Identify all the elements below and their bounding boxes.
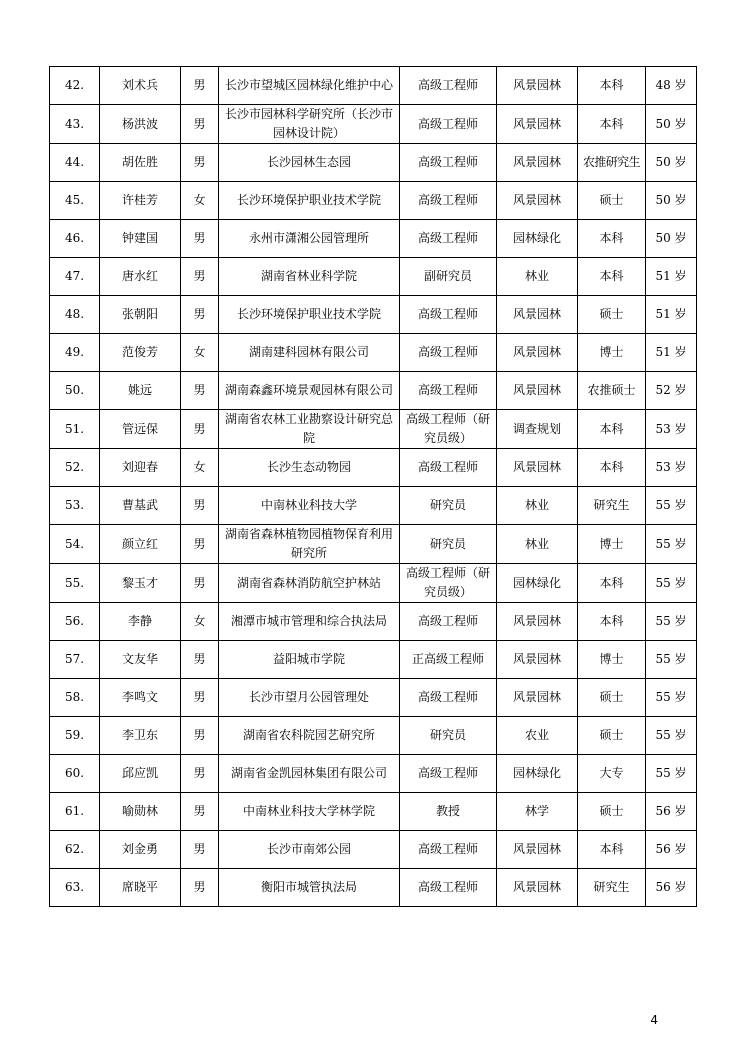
age-cell: 51 岁 bbox=[646, 258, 697, 296]
age-cell: 53 岁 bbox=[646, 449, 697, 487]
education-cell: 硕士 bbox=[578, 717, 646, 755]
row-number-cell: 56. bbox=[50, 603, 100, 641]
name-cell: 张朝阳 bbox=[100, 296, 181, 334]
name-cell: 许桂芳 bbox=[100, 182, 181, 220]
education-cell: 本科 bbox=[578, 831, 646, 869]
specialty-cell: 风景园林 bbox=[497, 296, 578, 334]
organization-cell: 长沙市园林科学研究所（长沙市园林设计院） bbox=[219, 105, 400, 144]
title-cell: 高级工程师 bbox=[400, 182, 497, 220]
age-cell: 56 岁 bbox=[646, 869, 697, 907]
title-cell: 高级工程师 bbox=[400, 869, 497, 907]
gender-cell: 男 bbox=[181, 831, 219, 869]
organization-cell: 长沙生态动物园 bbox=[219, 449, 400, 487]
title-cell: 高级工程师（研究员级） bbox=[400, 410, 497, 449]
name-cell: 李静 bbox=[100, 603, 181, 641]
education-cell: 本科 bbox=[578, 603, 646, 641]
roster-body bbox=[50, 67, 697, 907]
specialty-cell: 风景园林 bbox=[497, 67, 578, 105]
gender-cell: 男 bbox=[181, 717, 219, 755]
page-number: 4 bbox=[650, 1013, 658, 1027]
education-cell: 本科 bbox=[578, 105, 646, 144]
gender-cell: 男 bbox=[181, 296, 219, 334]
name-cell: 刘迎春 bbox=[100, 449, 181, 487]
specialty-cell: 林学 bbox=[497, 793, 578, 831]
name-cell: 钟建国 bbox=[100, 220, 181, 258]
organization-cell: 湖南省林业科学院 bbox=[219, 258, 400, 296]
row-number-cell: 47. bbox=[50, 258, 100, 296]
specialty-cell: 风景园林 bbox=[497, 144, 578, 182]
expert-roster-table bbox=[49, 66, 697, 907]
specialty-cell: 林业 bbox=[497, 525, 578, 564]
specialty-cell: 风景园林 bbox=[497, 831, 578, 869]
name-cell: 范俊芳 bbox=[100, 334, 181, 372]
table-row bbox=[50, 220, 697, 258]
organization-cell: 湖南森鑫环境景观园林有限公司 bbox=[219, 372, 400, 410]
age-cell: 55 岁 bbox=[646, 603, 697, 641]
organization-cell: 湖南省农林工业勘察设计研究总院 bbox=[219, 410, 400, 449]
education-cell: 本科 bbox=[578, 564, 646, 603]
education-cell: 硕士 bbox=[578, 793, 646, 831]
age-cell: 50 岁 bbox=[646, 105, 697, 144]
gender-cell: 男 bbox=[181, 144, 219, 182]
row-number-cell: 51. bbox=[50, 410, 100, 449]
specialty-cell: 风景园林 bbox=[497, 641, 578, 679]
row-number-cell: 45. bbox=[50, 182, 100, 220]
organization-cell: 长沙环境保护职业技术学院 bbox=[219, 182, 400, 220]
row-number-cell: 61. bbox=[50, 793, 100, 831]
row-number-cell: 63. bbox=[50, 869, 100, 907]
table-row bbox=[50, 258, 697, 296]
title-cell: 高级工程师 bbox=[400, 296, 497, 334]
title-cell: 高级工程师 bbox=[400, 144, 497, 182]
age-cell: 51 岁 bbox=[646, 334, 697, 372]
age-cell: 55 岁 bbox=[646, 525, 697, 564]
gender-cell: 男 bbox=[181, 641, 219, 679]
name-cell: 管远保 bbox=[100, 410, 181, 449]
gender-cell: 男 bbox=[181, 105, 219, 144]
age-cell: 53 岁 bbox=[646, 410, 697, 449]
education-cell: 研究生 bbox=[578, 487, 646, 525]
table-row bbox=[50, 793, 697, 831]
specialty-cell: 风景园林 bbox=[497, 372, 578, 410]
organization-cell: 湖南建科园林有限公司 bbox=[219, 334, 400, 372]
title-cell: 高级工程师（研究员级） bbox=[400, 564, 497, 603]
name-cell: 刘金勇 bbox=[100, 831, 181, 869]
specialty-cell: 风景园林 bbox=[497, 105, 578, 144]
age-cell: 51 岁 bbox=[646, 296, 697, 334]
name-cell: 邱应凯 bbox=[100, 755, 181, 793]
specialty-cell: 风景园林 bbox=[497, 449, 578, 487]
education-cell: 本科 bbox=[578, 258, 646, 296]
title-cell: 研究员 bbox=[400, 487, 497, 525]
table-row bbox=[50, 372, 697, 410]
specialty-cell: 林业 bbox=[497, 258, 578, 296]
education-cell: 硕士 bbox=[578, 296, 646, 334]
specialty-cell: 园林绿化 bbox=[497, 755, 578, 793]
age-cell: 50 岁 bbox=[646, 144, 697, 182]
table-row bbox=[50, 334, 697, 372]
table-row bbox=[50, 296, 697, 334]
education-cell: 研究生 bbox=[578, 869, 646, 907]
organization-cell: 中南林业科技大学 bbox=[219, 487, 400, 525]
table-row bbox=[50, 603, 697, 641]
age-cell: 55 岁 bbox=[646, 487, 697, 525]
age-cell: 55 岁 bbox=[646, 641, 697, 679]
row-number-cell: 44. bbox=[50, 144, 100, 182]
table-row bbox=[50, 564, 697, 603]
gender-cell: 女 bbox=[181, 334, 219, 372]
specialty-cell: 风景园林 bbox=[497, 869, 578, 907]
name-cell: 曹基武 bbox=[100, 487, 181, 525]
age-cell: 55 岁 bbox=[646, 679, 697, 717]
education-cell: 本科 bbox=[578, 220, 646, 258]
education-cell: 本科 bbox=[578, 67, 646, 105]
row-number-cell: 43. bbox=[50, 105, 100, 144]
organization-cell: 湘潭市城市管理和综合执法局 bbox=[219, 603, 400, 641]
education-cell: 硕士 bbox=[578, 182, 646, 220]
name-cell: 李鸣文 bbox=[100, 679, 181, 717]
organization-cell: 湖南省森林消防航空护林站 bbox=[219, 564, 400, 603]
age-cell: 56 岁 bbox=[646, 793, 697, 831]
row-number-cell: 46. bbox=[50, 220, 100, 258]
title-cell: 高级工程师 bbox=[400, 105, 497, 144]
gender-cell: 男 bbox=[181, 755, 219, 793]
gender-cell: 女 bbox=[181, 182, 219, 220]
gender-cell: 男 bbox=[181, 372, 219, 410]
specialty-cell: 园林绿化 bbox=[497, 220, 578, 258]
specialty-cell: 风景园林 bbox=[497, 182, 578, 220]
row-number-cell: 59. bbox=[50, 717, 100, 755]
gender-cell: 女 bbox=[181, 449, 219, 487]
title-cell: 研究员 bbox=[400, 525, 497, 564]
table-row bbox=[50, 525, 697, 564]
table-row bbox=[50, 717, 697, 755]
title-cell: 高级工程师 bbox=[400, 755, 497, 793]
gender-cell: 男 bbox=[181, 258, 219, 296]
row-number-cell: 53. bbox=[50, 487, 100, 525]
age-cell: 55 岁 bbox=[646, 755, 697, 793]
name-cell: 颜立红 bbox=[100, 525, 181, 564]
education-cell: 硕士 bbox=[578, 679, 646, 717]
gender-cell: 男 bbox=[181, 793, 219, 831]
organization-cell: 湖南省农科院园艺研究所 bbox=[219, 717, 400, 755]
name-cell: 胡佐胜 bbox=[100, 144, 181, 182]
education-cell: 农推硕士 bbox=[578, 372, 646, 410]
name-cell: 杨洪波 bbox=[100, 105, 181, 144]
table-row bbox=[50, 487, 697, 525]
organization-cell: 永州市潇湘公园管理所 bbox=[219, 220, 400, 258]
row-number-cell: 49. bbox=[50, 334, 100, 372]
row-number-cell: 48. bbox=[50, 296, 100, 334]
specialty-cell: 调查规划 bbox=[497, 410, 578, 449]
organization-cell: 湖南省森林植物园植物保育利用研究所 bbox=[219, 525, 400, 564]
table-row bbox=[50, 105, 697, 144]
title-cell: 高级工程师 bbox=[400, 372, 497, 410]
table-row bbox=[50, 144, 697, 182]
title-cell: 高级工程师 bbox=[400, 449, 497, 487]
organization-cell: 长沙市南郊公园 bbox=[219, 831, 400, 869]
age-cell: 52 岁 bbox=[646, 372, 697, 410]
organization-cell: 长沙市望月公园管理处 bbox=[219, 679, 400, 717]
name-cell: 唐水红 bbox=[100, 258, 181, 296]
table-row bbox=[50, 679, 697, 717]
name-cell: 黎玉才 bbox=[100, 564, 181, 603]
organization-cell: 长沙市望城区园林绿化维护中心 bbox=[219, 67, 400, 105]
title-cell: 研究员 bbox=[400, 717, 497, 755]
row-number-cell: 55. bbox=[50, 564, 100, 603]
specialty-cell: 风景园林 bbox=[497, 334, 578, 372]
gender-cell: 男 bbox=[181, 410, 219, 449]
name-cell: 文友华 bbox=[100, 641, 181, 679]
title-cell: 正高级工程师 bbox=[400, 641, 497, 679]
organization-cell: 益阳城市学院 bbox=[219, 641, 400, 679]
row-number-cell: 60. bbox=[50, 755, 100, 793]
education-cell: 大专 bbox=[578, 755, 646, 793]
gender-cell: 男 bbox=[181, 220, 219, 258]
title-cell: 高级工程师 bbox=[400, 679, 497, 717]
education-cell: 博士 bbox=[578, 525, 646, 564]
row-number-cell: 62. bbox=[50, 831, 100, 869]
age-cell: 55 岁 bbox=[646, 564, 697, 603]
title-cell: 高级工程师 bbox=[400, 603, 497, 641]
name-cell: 喻勋林 bbox=[100, 793, 181, 831]
name-cell: 李卫东 bbox=[100, 717, 181, 755]
title-cell: 高级工程师 bbox=[400, 334, 497, 372]
organization-cell: 中南林业科技大学林学院 bbox=[219, 793, 400, 831]
gender-cell: 男 bbox=[181, 67, 219, 105]
title-cell: 副研究员 bbox=[400, 258, 497, 296]
specialty-cell: 风景园林 bbox=[497, 603, 578, 641]
education-cell: 博士 bbox=[578, 641, 646, 679]
organization-cell: 长沙园林生态园 bbox=[219, 144, 400, 182]
title-cell: 教授 bbox=[400, 793, 497, 831]
row-number-cell: 42. bbox=[50, 67, 100, 105]
age-cell: 55 岁 bbox=[646, 717, 697, 755]
name-cell: 姚远 bbox=[100, 372, 181, 410]
table-row bbox=[50, 67, 697, 105]
row-number-cell: 50. bbox=[50, 372, 100, 410]
table-row bbox=[50, 410, 697, 449]
row-number-cell: 57. bbox=[50, 641, 100, 679]
specialty-cell: 农业 bbox=[497, 717, 578, 755]
table-row bbox=[50, 641, 697, 679]
organization-cell: 衡阳市城管执法局 bbox=[219, 869, 400, 907]
table-row bbox=[50, 869, 697, 907]
table-row bbox=[50, 449, 697, 487]
education-cell: 农推研究生 bbox=[578, 144, 646, 182]
gender-cell: 男 bbox=[181, 869, 219, 907]
gender-cell: 男 bbox=[181, 525, 219, 564]
table-row bbox=[50, 182, 697, 220]
organization-cell: 长沙环境保护职业技术学院 bbox=[219, 296, 400, 334]
specialty-cell: 林业 bbox=[497, 487, 578, 525]
name-cell: 刘术兵 bbox=[100, 67, 181, 105]
age-cell: 56 岁 bbox=[646, 831, 697, 869]
age-cell: 50 岁 bbox=[646, 182, 697, 220]
specialty-cell: 园林绿化 bbox=[497, 564, 578, 603]
row-number-cell: 52. bbox=[50, 449, 100, 487]
specialty-cell: 风景园林 bbox=[497, 679, 578, 717]
education-cell: 本科 bbox=[578, 449, 646, 487]
title-cell: 高级工程师 bbox=[400, 831, 497, 869]
title-cell: 高级工程师 bbox=[400, 67, 497, 105]
gender-cell: 女 bbox=[181, 603, 219, 641]
age-cell: 50 岁 bbox=[646, 220, 697, 258]
organization-cell: 湖南省金凯园林集团有限公司 bbox=[219, 755, 400, 793]
age-cell: 48 岁 bbox=[646, 67, 697, 105]
row-number-cell: 58. bbox=[50, 679, 100, 717]
gender-cell: 男 bbox=[181, 679, 219, 717]
title-cell: 高级工程师 bbox=[400, 220, 497, 258]
table-row bbox=[50, 831, 697, 869]
education-cell: 本科 bbox=[578, 410, 646, 449]
gender-cell: 男 bbox=[181, 564, 219, 603]
table-row bbox=[50, 755, 697, 793]
row-number-cell: 54. bbox=[50, 525, 100, 564]
education-cell: 博士 bbox=[578, 334, 646, 372]
gender-cell: 男 bbox=[181, 487, 219, 525]
name-cell: 席晓平 bbox=[100, 869, 181, 907]
